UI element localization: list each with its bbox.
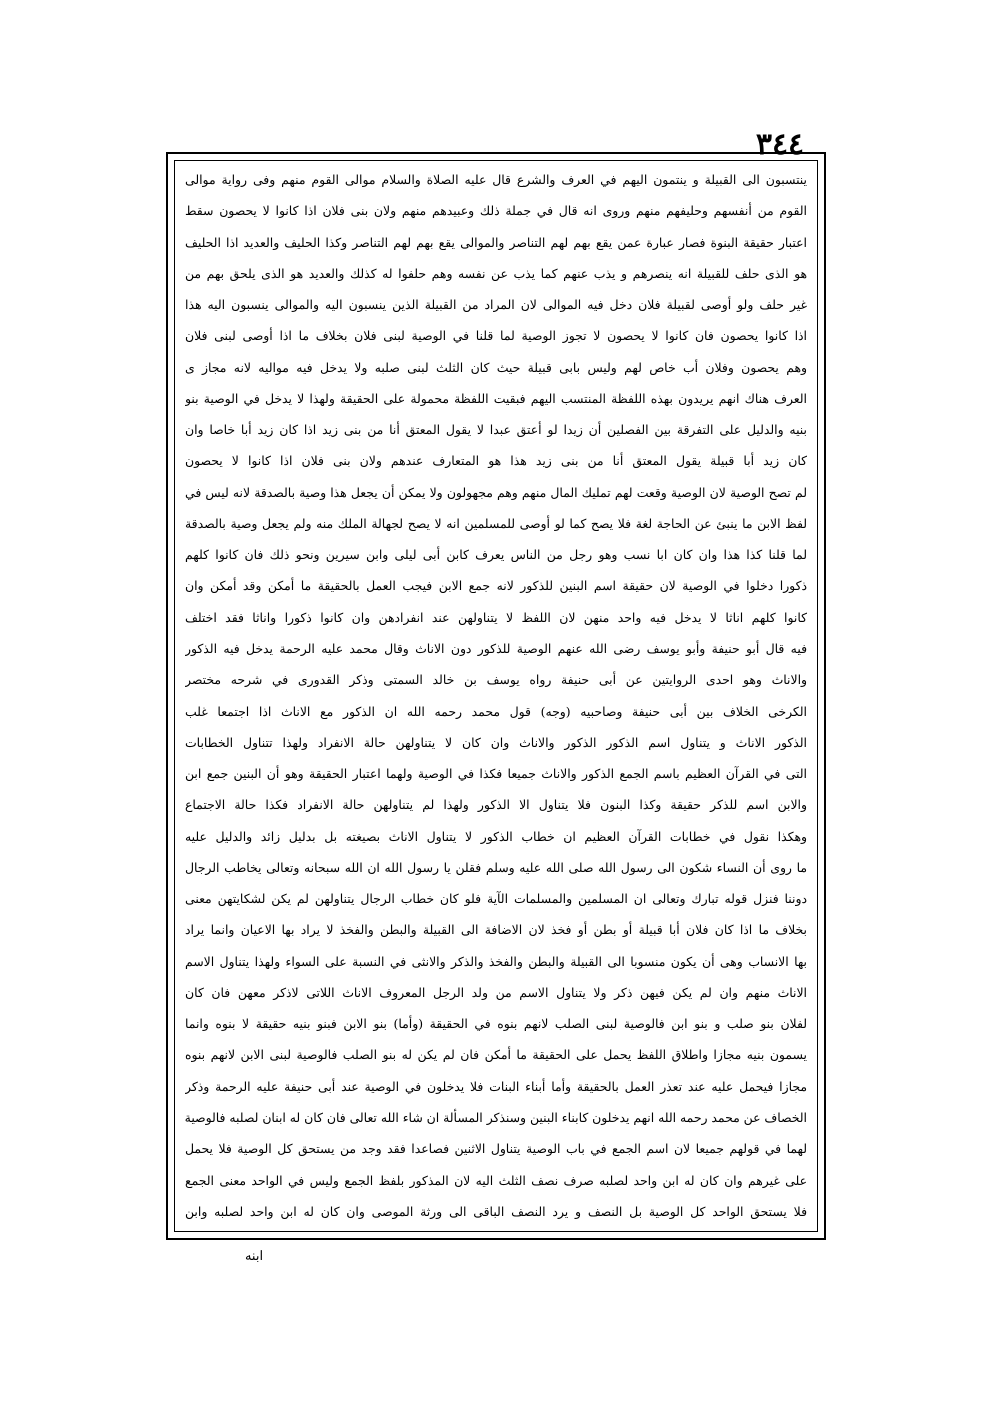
- text-line: ما روى أن النساء شكون الى رسول الله صلى الله عليه وسلم فقلن يا رسول الله ان الله سبحانه وتعالى يخاطب الرجال: [185, 859, 807, 875]
- text-line: كان زيد أبا قبيلة يقول المعتق أنا من بنى زيد هذا هو المتعارف عندهم ولان بنى فلان اذا كانوا لا يحصون: [185, 453, 807, 469]
- text-line: بنيه والدليل على التفرقة بين الفصلين أن زيدا لو أعتق عبدا لا يقول المعتق أنا من بنى زيد اذا كان زيد أبا خاصا وان: [185, 422, 807, 438]
- text-line: ينتسبون الى القبيلة و ينتمون اليهم في العرف والشرع قال عليه الصلاة والسلام موالى القوم منهم وفى رواية موالى: [185, 172, 807, 187]
- text-line: بها الانساب وهى أن يكون منسوبا الى القبيلة والبطن والفخذ والذكر والانثى في النسبة على السواء ولهذا يتناول الاسم: [185, 953, 807, 969]
- text-line: اعتبار حقيقة البنوة فصار عبارة عمن يقع بهم لهم التناصر والموالى يقع بهم لهم التناصر وكذا الحليف والعديد اذا الحليف: [185, 234, 807, 250]
- text-line: لهما في قولهم جميعا لان اسم الجمع في باب الوصية يتناول الاثنين فصاعدا فقد وجد من يستحق كل الوصية فلا يحمل: [185, 1141, 807, 1157]
- text-line: والاناث وهو احدى الروايتين عن أبى حنيفة رواه يوسف بن خالد السمتى وذكر القدورى في شرحه مختصر: [185, 672, 807, 688]
- text-line: والابن اسم للذكر حقيقة وكذا البنون فلا يتناول الا الذكور ولهذا لم يتناولهن حالة الانفراد فكذا حالة الاجتماع: [185, 797, 807, 813]
- catchword: ابنه: [244, 1249, 264, 1264]
- text-line: لما قلنا كذا هذا وان كان ابا نسب وهو رجل من الناس يعرف كابن أبى ليلى وابن سيرين ونحو ذلك فان كانوا كلهم: [185, 547, 807, 563]
- text-line: لم تصح الوصية لان الوصية وقعت لهم تمليك المال منهم وهم مجهولون ولا يمكن أن يجعل هذا وصية بالصدقة لانه ليس في: [185, 484, 807, 500]
- page-number: ٣٤٤: [755, 127, 805, 162]
- text-line: الاناث منهم وان لم يكن فيهن ذكر ولا يتناول الاسم من ولد الرجل المعروف الاناث اللاتى لاذكر معهن فان كان: [185, 984, 807, 1000]
- text-line: فلا يستحق الواحد كل الوصية بل النصف و يرد النصف الباقى الى ورثة الموصى وان كان له ابن واحد لصلبه وابن: [185, 1203, 807, 1219]
- text-body: [185, 167, 807, 1225]
- text-line: لفلان بنو صلب و بنو ابن فالوصية لبنى الصلب لانهم بنوه في الحقيقة (وأما) بنو الابن فبنو بنيه حقيقة لا بنوه وانما: [185, 1016, 807, 1032]
- text-line: الخصاف عن محمد رحمه الله انهم يدخلون كابناء البنين وسنذكر المسألة ان شاء الله تعالى فان كان له ابنان لصلبه فالوصية: [185, 1109, 807, 1125]
- text-line: وهم يحصون وفلان أب خاص لهم وليس بابى قبيلة حيث كان الثلث لبنى صلبه ولا يدخل فيه مواليه لانه مجاز ى: [185, 359, 807, 375]
- text-line: فيه قال أبو حنيفة وأبو يوسف رضى الله عنهم الوصية للذكور دون الاناث وقال محمد عليه الرحمة يدخل فيه الذكور: [185, 640, 807, 656]
- text-line: وهكذا نقول في خطابات القرآن العظيم ان خطاب الذكور لا يتناول الاناث بصيغته بل بدليل زائد والدليل عليه: [185, 828, 807, 844]
- text-line: العرف هناك انهم يريدون بهذه اللفظة المنتسب اليهم فبقيت اللفظة محمولة على الحقيقة ولهذا لا يدخل في الوصية بنو: [185, 390, 807, 406]
- text-line: يسمون بنيه مجازا واطلاق اللفظ يحمل على الحقيقة ما أمكن فان لم يكن له بنو الصلب فالوصية لبنى الابن لانهم بنوه: [185, 1047, 807, 1063]
- text-line: ذكورا دخلوا في الوصية لان حقيقة اسم البنين للذكور لانه جمع الابن فيجب العمل بالحقيقة ما أمكن وقد أمكن وان: [185, 578, 807, 594]
- text-line: القوم من أنفسهم وحليفهم منهم وروى انه قال في جملة ذلك وعبيدهم منهم ولان بنى فلان اذا كانوا لا يحصون سقط: [185, 203, 807, 219]
- text-line: الذكور الاناث و يتناول اسم الذكور الذكور والاناث وان كان لا يتناولهن حالة الانفراد ولهذا تتناول الخطابات: [185, 734, 807, 750]
- text-line: اذا كانوا يحصون فان كانوا لا يحصون لا تجوز الوصية لما قلنا في الوصية لبنى فلان بخلاف ما اذا أوصى لبنى فلان: [185, 328, 807, 344]
- text-line: غير حلف ولو أوصى لقبيلة فلان دخل فيه الموالى لان المراد من القبيلة الذين ينسبون اليه والموالى ينسبون اليه هذا: [185, 297, 807, 313]
- text-line: لفظ الابن ما ينبئ عن الحاجة لغة فلا يصح كما لو أوصى للمسلمين انه لا يصح لجهالة الملك منه ولم يجعل وصية بالصدقة: [185, 515, 807, 531]
- text-line: دوننا فنزل قوله تبارك وتعالى ان المسلمين والمسلمات الآية فلو كان خطاب الرجال يتناولهن لم يكن لشكايتهن معنى: [185, 891, 807, 907]
- text-line: مجازا فيحمل عليه عند تعذر العمل بالحقيقة وأما أبناء البنات فلا يدخلون في الوصية عند أبى حنيفة عليه الرحمة وذكر: [185, 1078, 807, 1094]
- text-line: بخلاف ما اذا كان فلان أبا قبيلة أو بطن أو فخذ لان الاضافة الى القبيلة والبطن والفخذ لا يراد بها الاعيان وانما يراد: [185, 922, 807, 938]
- text-line: على غيرهم وان كان له ابن واحد لصلبه صرف نصف الثلث اليه لان المذكور بلفظ الجمع وليس في الواحد معنى الجمع: [185, 1172, 807, 1188]
- text-line: هو الذى حلف للقبيلة انه ينصرهم و يذب عنهم كما يذب عن نفسه وهم حلفوا له كذلك والعديد هو الذى يلحق بهم من: [185, 265, 807, 281]
- text-line: التى في القرآن العظيم باسم الجمع الذكور والاناث جميعا فكذا في الوصية ولهما اعتبار الحقيقة وهو أن البنين جمع ابن: [185, 766, 807, 782]
- text-line: كانوا كلهم اناثا لا يدخل فيه واحد منهن لان اللفظ لا يتناولهن عند انفرادهن وان كانوا ذكورا واناثا فقد اختلف: [185, 609, 807, 625]
- text-frame: [174, 160, 818, 1232]
- text-line: الكرخى الخلاف بين أبى حنيفة وصاحبيه (وجه) قول محمد رحمه الله ان الذكور مع الاناث اذا اجتمعا غلب: [185, 703, 807, 719]
